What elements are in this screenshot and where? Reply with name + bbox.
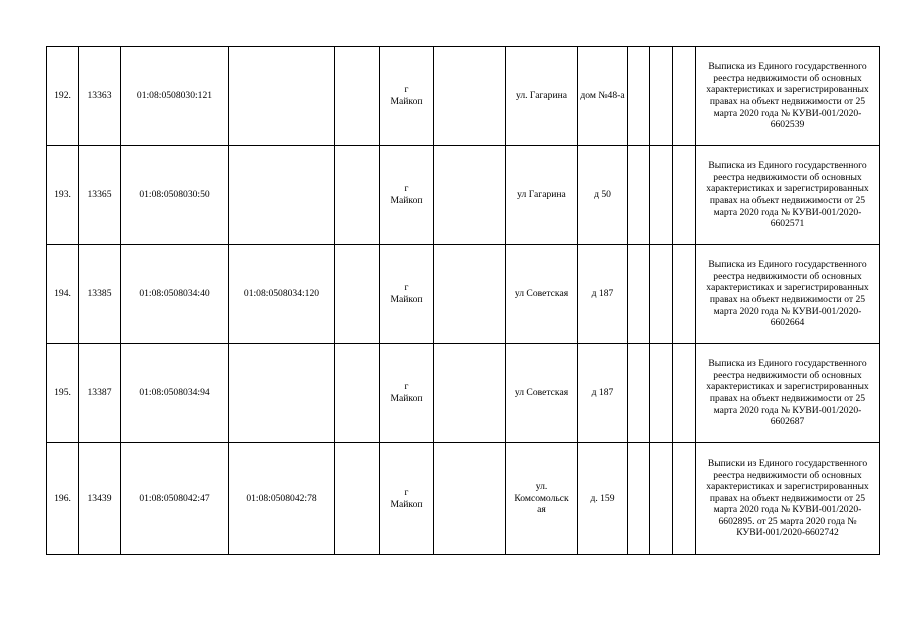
related-cadastral-number — [229, 344, 335, 443]
record-id: 13439 — [79, 443, 121, 555]
row-number: 196. — [47, 443, 79, 555]
street: ул. Комсомольская — [506, 443, 578, 555]
empty-cell — [673, 47, 696, 146]
street: ул Советская — [506, 344, 578, 443]
related-cadastral-number — [229, 47, 335, 146]
empty-cell — [673, 146, 696, 245]
house: д. 159 — [578, 443, 628, 555]
empty-cell — [335, 47, 380, 146]
empty-cell — [673, 245, 696, 344]
city-type: г — [404, 183, 409, 195]
city-cell — [380, 245, 434, 344]
related-cadastral-number — [229, 146, 335, 245]
city-type: г — [404, 84, 409, 96]
empty-cell — [434, 443, 506, 555]
row-number: 195. — [47, 344, 79, 443]
row-number: 193. — [47, 146, 79, 245]
record-id: 13365 — [79, 146, 121, 245]
house: д 187 — [578, 245, 628, 344]
cadastral-number: 01:08:0508034:94 — [121, 344, 229, 443]
empty-cell — [335, 344, 380, 443]
table-row — [47, 245, 880, 344]
empty-cell — [628, 443, 650, 555]
cadastral-number: 01:08:0508030:121 — [121, 47, 229, 146]
city-type: г — [404, 486, 409, 498]
house: д 187 — [578, 344, 628, 443]
row-number: 192. — [47, 47, 79, 146]
empty-cell — [650, 344, 673, 443]
empty-cell — [628, 47, 650, 146]
document-basis: Выписка из Единого государственного реестра недвижимости об основных характеристиках и зарегистрированных правах на объект недвижимости от 25 марта 2020 года № КУВИ-001/2020-6602687 — [696, 344, 880, 443]
empty-cell — [335, 443, 380, 555]
empty-cell — [650, 245, 673, 344]
city-cell — [380, 344, 434, 443]
table-row — [47, 146, 880, 245]
table-row — [47, 443, 880, 555]
city-name: Майкоп — [390, 393, 423, 404]
record-id: 13363 — [79, 47, 121, 146]
empty-cell — [650, 146, 673, 245]
record-id: 13387 — [79, 344, 121, 443]
empty-cell — [673, 344, 696, 443]
city-cell — [380, 47, 434, 146]
cadastral-number: 01:08:0508034:40 — [121, 245, 229, 344]
empty-cell — [628, 146, 650, 245]
table-row — [47, 47, 880, 146]
street: ул Гагарина — [506, 146, 578, 245]
document-basis: Выписки из Единого государственного реестра недвижимости об основных характеристиках и зарегистрированных правах на объект недвижимости от 25 марта 2020 года № КУВИ-001/2020-6602895. от 25 марта 2020 года № КУВИ-001/2020-6602742 — [696, 443, 880, 555]
cadastral-number: 01:08:0508030:50 — [121, 146, 229, 245]
empty-cell — [434, 245, 506, 344]
document-basis: Выписка из Единого государственного реестра недвижимости об основных характеристиках и зарегистрированных правах на объект недвижимости от 25 марта 2020 года № КУВИ-001/2020-6602539 — [696, 47, 880, 146]
record-id: 13385 — [79, 245, 121, 344]
cadastral-number: 01:08:0508042:47 — [121, 443, 229, 555]
empty-cell — [335, 146, 380, 245]
empty-cell — [673, 443, 696, 555]
empty-cell — [628, 245, 650, 344]
street: ул Советская — [506, 245, 578, 344]
row-number: 194. — [47, 245, 79, 344]
street: ул. Гагарина — [506, 47, 578, 146]
city-name: Майкоп — [390, 498, 423, 510]
related-cadastral-number: 01:08:0508034:120 — [229, 245, 335, 344]
empty-cell — [650, 443, 673, 555]
city-type: г — [404, 282, 409, 294]
city-cell — [380, 443, 434, 555]
empty-cell — [628, 344, 650, 443]
related-cadastral-number: 01:08:0508042:78 — [229, 443, 335, 555]
city-name: Майкоп — [390, 195, 423, 206]
house: д 50 — [578, 146, 628, 245]
empty-cell — [650, 47, 673, 146]
city-name: Майкоп — [390, 96, 423, 107]
city-cell — [380, 146, 434, 245]
empty-cell — [335, 245, 380, 344]
table-row — [47, 344, 880, 443]
property-register-table — [46, 46, 880, 555]
empty-cell — [434, 47, 506, 146]
empty-cell — [434, 146, 506, 245]
empty-cell — [434, 344, 506, 443]
city-type: г — [404, 381, 409, 393]
house: дом №48-а — [578, 47, 628, 146]
document-basis: Выписка из Единого государственного реестра недвижимости об основных характеристиках и зарегистрированных правах на объект недвижимости от 25 марта 2020 года № КУВИ-001/2020-6602571 — [696, 146, 880, 245]
city-name: Майкоп — [390, 294, 423, 305]
document-basis: Выписка из Единого государственного реестра недвижимости об основных характеристиках и зарегистрированных правах на объект недвижимости от 25 марта 2020 года № КУВИ-001/2020-6602664 — [696, 245, 880, 344]
